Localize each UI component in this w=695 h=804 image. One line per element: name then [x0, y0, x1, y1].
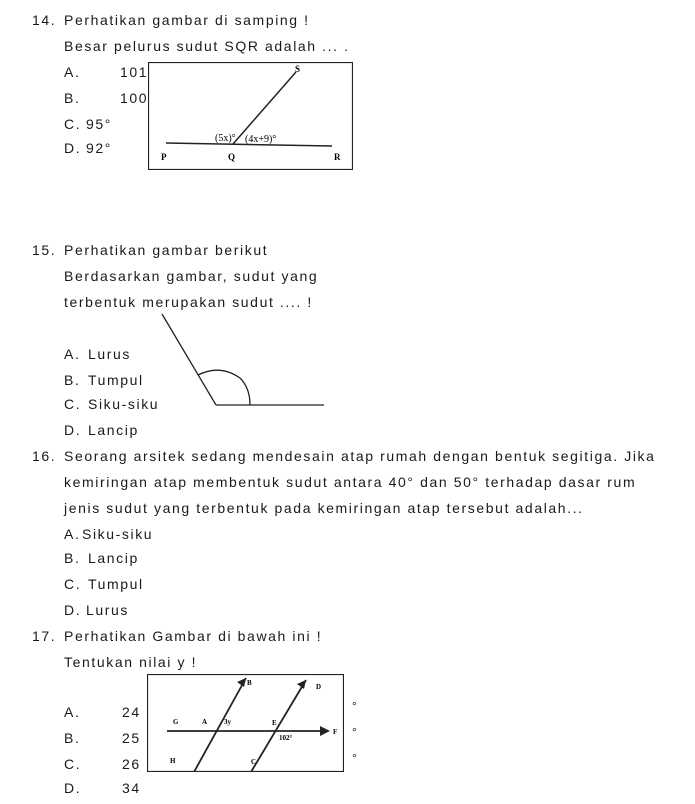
- q16-line2: kemiringan atap membentuk sudut antara 40° dan 50° terhadap dasar rum: [64, 474, 637, 490]
- q17-option-b-letter[interactable]: B.: [64, 730, 81, 746]
- q17-label-3y: 3y: [224, 718, 231, 726]
- q17-label-d: D: [316, 683, 322, 691]
- q14-angle-figure: [148, 62, 353, 170]
- q16-number: 16.: [32, 448, 57, 464]
- q17-label-102: 102°: [279, 734, 293, 742]
- q15-option-c-text[interactable]: Siku-siku: [88, 396, 160, 412]
- q17-prompt: Tentukan nilai y !: [64, 654, 198, 670]
- q17-label-a: A: [202, 718, 208, 726]
- q16-option-c-text[interactable]: Tumpul: [88, 576, 144, 592]
- q16-line1: Seorang arsitek sedang mendesain atap rumah dengan bentuk segitiga. Jika: [64, 448, 656, 464]
- q17-option-c-text[interactable]: 26: [122, 756, 141, 772]
- q14-prompt: Besar pelurus sudut SQR adalah ... .: [64, 38, 350, 54]
- q16-option-b-text[interactable]: Lancip: [88, 550, 139, 566]
- q14-label-r: R: [334, 152, 341, 162]
- q17-parallel-lines-figure: [147, 674, 344, 772]
- q17-option-a-text[interactable]: 24: [122, 704, 141, 720]
- q15-option-d-text[interactable]: Lancip: [88, 422, 139, 438]
- q17-label-h: H: [170, 757, 176, 765]
- q15-option-d-letter[interactable]: D.: [64, 422, 82, 438]
- q14-option-b-text[interactable]: 100: [120, 90, 149, 106]
- q14-figure-border: [149, 63, 353, 170]
- q17-option-d-text[interactable]: 34: [122, 780, 141, 796]
- q16-option-a-letter[interactable]: A.: [64, 526, 81, 542]
- q15-option-b-text[interactable]: Tumpul: [88, 372, 144, 388]
- q17-option-c-letter[interactable]: C.: [64, 756, 82, 772]
- q17-option-a-letter[interactable]: A.: [64, 704, 81, 720]
- q14-option-a-text[interactable]: 101: [120, 64, 149, 80]
- q17-label-g: G: [173, 718, 179, 726]
- q17-number: 17.: [32, 628, 57, 644]
- q14-angle-left-label: (5x)°: [215, 133, 236, 144]
- q17-degree-mark-c: °: [352, 751, 359, 765]
- q16-option-c-letter[interactable]: C.: [64, 576, 82, 592]
- q17-degree-mark-b: °: [352, 725, 359, 739]
- q17-option-d-letter[interactable]: D.: [64, 780, 82, 796]
- q16-option-d-text[interactable]: Lurus: [86, 602, 130, 618]
- q14-label-q: Q: [228, 152, 236, 162]
- q14-question: Perhatikan gambar di samping !: [64, 12, 310, 28]
- q15-question: Perhatikan gambar berikut: [64, 242, 269, 258]
- q17-question: Perhatikan Gambar di bawah ini !: [64, 628, 323, 644]
- q15-obtuse-angle-figure: [160, 312, 330, 412]
- q17-label-c: C: [251, 758, 257, 766]
- q17-label-f: F: [333, 728, 338, 736]
- q17-degree-mark-a: °: [352, 699, 359, 713]
- q16-line3: jenis sudut yang terbentuk pada kemiringan atap tersebut adalah...: [64, 500, 584, 516]
- q14-option-b-letter[interactable]: B.: [64, 90, 81, 106]
- q15-line2: terbentuk merupakan sudut .... !: [64, 294, 313, 310]
- q15-option-a-letter[interactable]: A.: [64, 346, 81, 362]
- q15-option-c-letter[interactable]: C.: [64, 396, 82, 412]
- q17-label-b: B: [247, 679, 252, 687]
- q14-option-c-letter[interactable]: C.: [64, 116, 82, 132]
- q14-angle-right-label: (4x+9)°: [245, 134, 277, 145]
- q15-option-a-text[interactable]: Lurus: [88, 346, 132, 362]
- q14-option-a-letter[interactable]: A.: [64, 64, 81, 80]
- q16-option-d-letter[interactable]: D.: [64, 602, 82, 618]
- q17-label-e: E: [272, 719, 277, 727]
- q15-number: 15.: [32, 242, 57, 258]
- q14-option-d-text[interactable]: 92°: [86, 140, 112, 156]
- q14-number: 14.: [32, 12, 57, 28]
- q16-option-a-text[interactable]: Siku-siku: [82, 526, 154, 542]
- q14-option-c-text[interactable]: 95°: [86, 116, 112, 132]
- q14-option-d-letter[interactable]: D.: [64, 140, 82, 156]
- q17-option-b-text[interactable]: 25: [122, 730, 141, 746]
- q14-label-p: P: [161, 152, 167, 162]
- q15-slanted-ray: [162, 314, 216, 405]
- q15-option-b-letter[interactable]: B.: [64, 372, 81, 388]
- q14-label-s: S: [295, 64, 301, 74]
- q16-option-b-letter[interactable]: B.: [64, 550, 81, 566]
- q15-line1: Berdasarkan gambar, sudut yang: [64, 268, 319, 284]
